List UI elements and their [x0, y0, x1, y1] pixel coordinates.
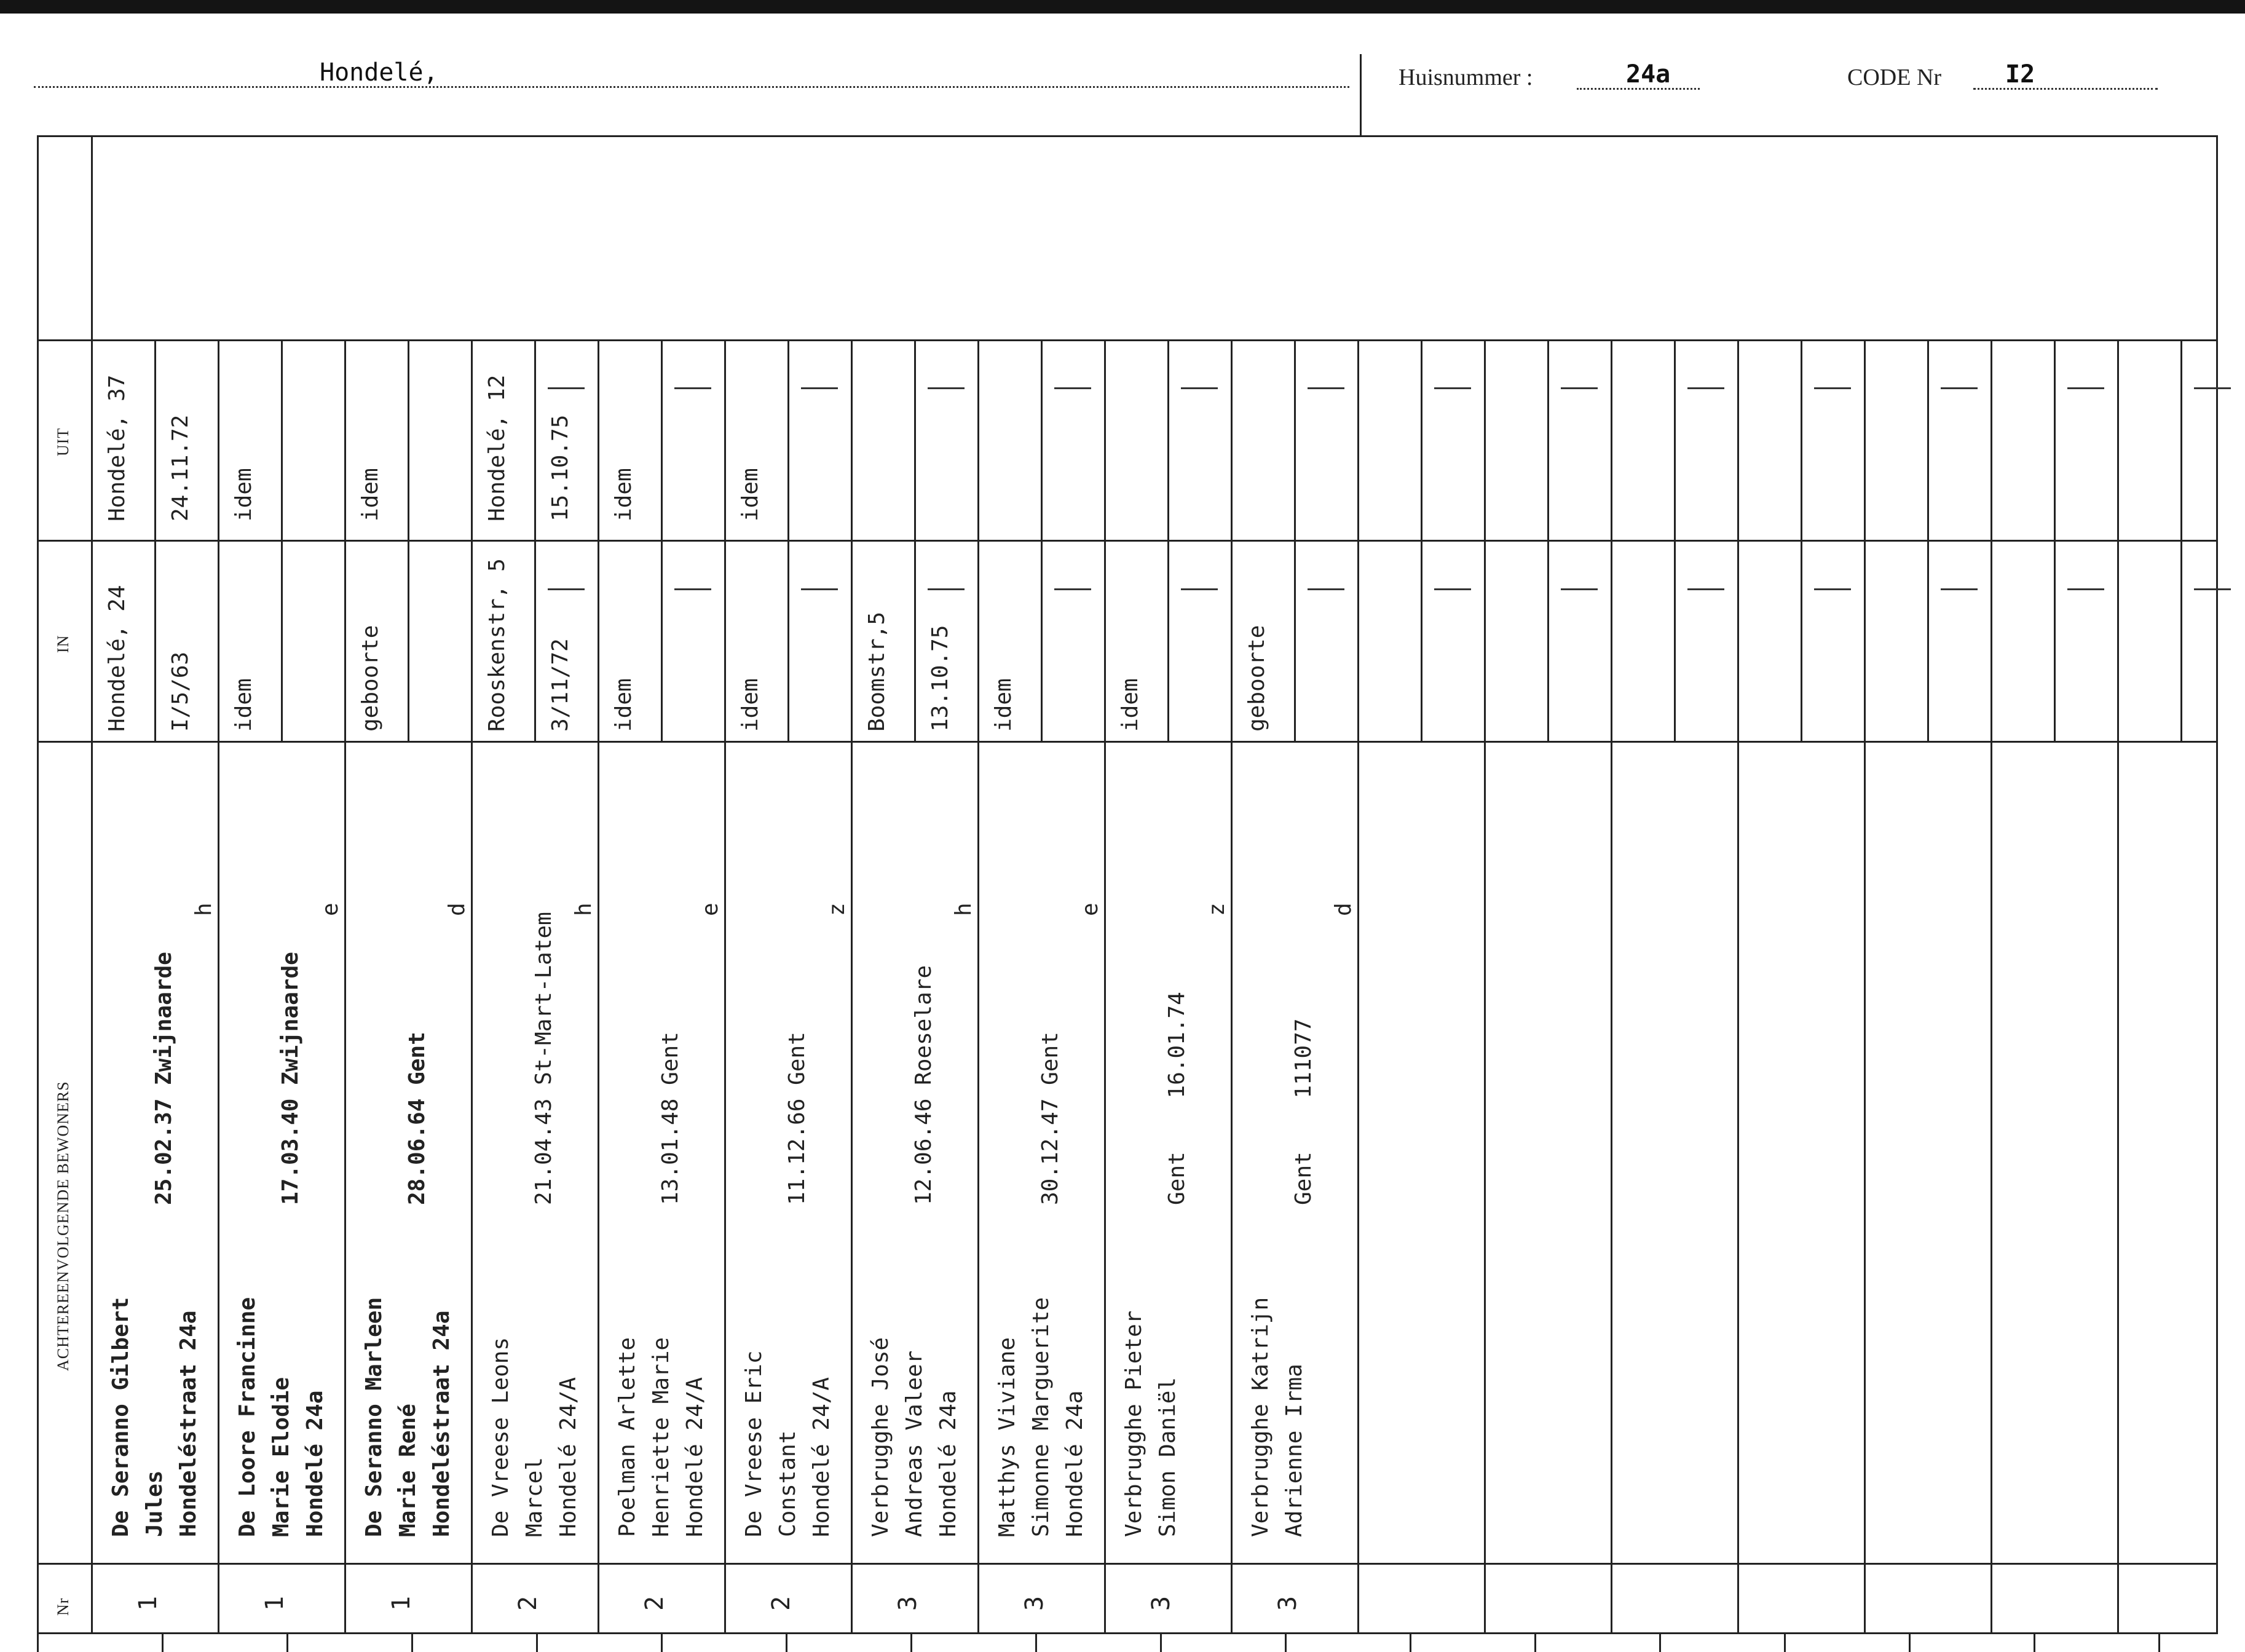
- in-place: idem: [738, 678, 763, 732]
- empty-in-dash: [1054, 588, 1091, 590]
- resident-name-line: Constant: [775, 1430, 800, 1537]
- empty-in-dash: [2194, 588, 2231, 590]
- bewoners-label: ACHTEREENVOLGENDE BEWONERS: [54, 1081, 72, 1371]
- table-left-border: [37, 135, 39, 1642]
- resident-name-line: Hondelé 24/A: [556, 1377, 581, 1537]
- bottom-tick: [1534, 1634, 1536, 1652]
- in-subdivider: [787, 540, 789, 741]
- in-subdivider: [408, 540, 409, 741]
- in-subdivider: [914, 540, 916, 741]
- house-number: 24a: [1626, 60, 1671, 89]
- uit-subdivider: [1547, 339, 1549, 540]
- nr-band-top: [37, 1563, 2218, 1565]
- empty-uit-dash: [1941, 387, 1978, 389]
- resident-name-line: Adrienne Irma: [1282, 1364, 1307, 1537]
- resident-name-line: Verbrugghe José: [868, 1337, 893, 1537]
- resident-name-line: Simon Daniël: [1155, 1377, 1180, 1537]
- household-number: 1: [134, 1595, 162, 1611]
- code-label: CODE Nr: [1847, 65, 1942, 90]
- column-divider: [1737, 339, 1739, 1634]
- column-divider: [1864, 339, 1866, 1634]
- bottom-tick: [1659, 1634, 1661, 1652]
- empty-in-dash: [1814, 588, 1851, 590]
- bottom-tick: [1909, 1634, 1911, 1652]
- house-number-label: Huisnummer :: [1399, 65, 1533, 90]
- in-place: Rooskenstr, 5: [484, 558, 510, 732]
- uit-subdivider: [661, 339, 663, 540]
- empty-in-dash: [2067, 588, 2104, 590]
- resident-name-line: De Seranno Marleen: [361, 1297, 387, 1537]
- column-divider: [218, 339, 219, 1634]
- bottom-tick: [1784, 1634, 1786, 1652]
- uit-subdivider: [2054, 339, 2056, 540]
- resident-name-line: Henriette Marie: [649, 1337, 674, 1537]
- in-subdivider: [2054, 540, 2056, 741]
- in-place: Hondelé, 24: [105, 585, 130, 732]
- uit-place: idem: [611, 468, 636, 521]
- empty-in-dash: [1941, 588, 1978, 590]
- in-band-top: [37, 540, 2218, 542]
- bottom-tick: [1410, 1634, 1411, 1652]
- empty-uit-dash: [2067, 387, 2104, 389]
- resident-name-line: Marcel: [522, 1456, 547, 1537]
- empty-uit-dash: [1687, 387, 1724, 389]
- uit-subdivider: [1927, 339, 1929, 540]
- household-number: 2: [514, 1595, 542, 1611]
- empty-uit-dash: [1054, 387, 1091, 389]
- gender-mark: h: [191, 903, 216, 916]
- uit-subdivider: [914, 339, 916, 540]
- uit-date: 15.10.75: [548, 414, 573, 521]
- column-divider: [598, 339, 599, 1634]
- empty-uit-dash: [1181, 387, 1218, 389]
- uit-label: UIT: [54, 427, 72, 456]
- table-right-border: [2216, 135, 2218, 1634]
- street-name: Hondelé,: [320, 58, 438, 87]
- bottom-tick: [2034, 1634, 2035, 1652]
- resident-name-line: Hondeléstraat 24a: [176, 1310, 201, 1537]
- bottom-tick: [786, 1634, 787, 1652]
- in-place: Boomstr,5: [864, 611, 890, 732]
- household-number: 1: [261, 1595, 289, 1611]
- in-date: 13.10.75: [928, 625, 953, 732]
- uit-subdivider: [1421, 339, 1422, 540]
- gender-mark: e: [1078, 903, 1103, 916]
- in-subdivider: [1927, 540, 1929, 741]
- uit-date: 24.11.72: [168, 414, 193, 521]
- uit-subdivider: [534, 339, 536, 540]
- bottom-tick: [2158, 1634, 2160, 1652]
- empty-in-dash: [1561, 588, 1598, 590]
- resident-name-line: Hondelé 24a: [302, 1390, 328, 1537]
- column-divider: [1991, 339, 1992, 1634]
- resident-name-line: Hondeléstraat 24a: [429, 1310, 454, 1537]
- gender-mark: d: [1331, 903, 1356, 916]
- empty-in-dash: [1181, 588, 1218, 590]
- column-divider: [1357, 339, 1359, 1634]
- resident-name-line: De Seranno Gilbert: [108, 1297, 133, 1537]
- in-place: idem: [231, 678, 256, 732]
- uit-subdivider: [787, 339, 789, 540]
- household-number: 1: [387, 1595, 416, 1611]
- uit-place: Hondelé, 12: [484, 374, 510, 521]
- uit-band-top: [37, 339, 2218, 341]
- uit-place: Hondelé, 37: [105, 374, 130, 521]
- gender-mark: z: [1204, 903, 1229, 916]
- resident-name-line: Poelman Arlette: [615, 1337, 640, 1537]
- empty-in-dash: [674, 588, 711, 590]
- empty-uit-dash: [548, 387, 585, 389]
- column-divider: [724, 339, 726, 1634]
- residents-band-top: [37, 741, 2218, 743]
- uit-subdivider: [1041, 339, 1043, 540]
- bottom-tick: [1285, 1634, 1287, 1652]
- bottom-tick: [661, 1634, 663, 1652]
- in-subdivider: [534, 540, 536, 741]
- household-number: 2: [641, 1595, 669, 1611]
- birth-date-place: 12.06.46 Roeselare: [911, 965, 936, 1205]
- in-subdivider: [1547, 540, 1549, 741]
- in-subdivider: [2180, 540, 2182, 741]
- resident-name-line: Hondelé 24a: [1062, 1390, 1087, 1537]
- birth-date-place: 17.03.40 Zwijnaarde: [278, 952, 303, 1205]
- empty-uit-dash: [674, 387, 711, 389]
- resident-name-line: Andreas Valeer: [902, 1350, 927, 1537]
- header-divider: [1360, 54, 1362, 137]
- resident-name-line: Hondelé 24a: [936, 1390, 961, 1537]
- in-place: geboorte: [1244, 625, 1269, 732]
- gender-mark: h: [571, 903, 596, 916]
- empty-in-dash: [1687, 588, 1724, 590]
- in-subdivider: [1294, 540, 1296, 741]
- empty-uit-dash: [1561, 387, 1598, 389]
- column-divider: [1611, 339, 1612, 1634]
- resident-name-line: Matthys Viviane: [995, 1337, 1020, 1537]
- uit-subdivider: [1294, 339, 1296, 540]
- in-subdivider: [281, 540, 283, 741]
- bottom-tick: [37, 1634, 39, 1652]
- household-number: 3: [1274, 1595, 1302, 1611]
- in-subdivider: [1167, 540, 1169, 741]
- column-divider: [977, 339, 979, 1634]
- nr-label: Nr: [54, 1597, 72, 1616]
- in-subdivider: [1421, 540, 1422, 741]
- in-subdivider: [661, 540, 663, 741]
- in-place: geboorte: [358, 625, 383, 732]
- in-subdivider: [1041, 540, 1043, 741]
- bottom-tick: [1160, 1634, 1162, 1652]
- household-number: 2: [767, 1595, 795, 1611]
- resident-name-line: Marie René: [395, 1404, 420, 1537]
- birth-date-place: 28.06.64 Gent: [404, 1032, 430, 1205]
- empty-uit-dash: [2194, 387, 2231, 389]
- bottom-tick: [536, 1634, 538, 1652]
- empty-in-dash: [1434, 588, 1471, 590]
- uit-place: idem: [358, 468, 383, 521]
- column-divider: [2117, 339, 2119, 1634]
- column-divider: [1104, 339, 1106, 1634]
- column-divider: [1484, 339, 1486, 1634]
- gender-mark: d: [444, 903, 470, 916]
- uit-subdivider: [408, 339, 409, 540]
- empty-in-dash: [548, 588, 585, 590]
- table-bottom-border: [37, 1632, 2218, 1634]
- birth-date-place: 30.12.47 Gent: [1038, 1032, 1063, 1205]
- empty-uit-dash: [1308, 387, 1344, 389]
- uit-subdivider: [1167, 339, 1169, 540]
- uit-place: idem: [231, 468, 256, 521]
- in-subdivider: [1801, 540, 1802, 741]
- empty-uit-dash: [1434, 387, 1471, 389]
- column-divider: [344, 339, 346, 1634]
- gender-mark: e: [318, 903, 343, 916]
- birth-date-place: 13.01.48 Gent: [658, 1032, 683, 1205]
- empty-in-dash: [928, 588, 965, 590]
- label-column-divider: [91, 135, 93, 1634]
- uit-subdivider: [1674, 339, 1676, 540]
- resident-name-line: Hondelé 24/A: [682, 1377, 708, 1537]
- resident-name-line: De Vreese Leons: [488, 1337, 513, 1537]
- household-number: 3: [1147, 1595, 1175, 1611]
- gender-mark: e: [698, 903, 723, 916]
- code-dotline: [1973, 88, 2158, 90]
- birth-date-place: Gent 16.01.74: [1164, 992, 1190, 1205]
- in-place: idem: [991, 678, 1016, 732]
- resident-name-line: Marie Elodie: [269, 1377, 294, 1537]
- birth-date-place: 21.04.43 St-Mart-Latem: [531, 912, 556, 1205]
- resident-name-line: Hondelé 24/A: [809, 1377, 834, 1537]
- resident-name-line: Verbrugghe Katrijn: [1248, 1297, 1273, 1537]
- birth-date-place: 25.02.37 Zwijnaarde: [151, 952, 176, 1205]
- birth-date-place: 11.12.66 Gent: [784, 1032, 810, 1205]
- household-number: 3: [894, 1595, 922, 1611]
- uit-place: idem: [738, 468, 763, 521]
- bottom-tick: [910, 1634, 912, 1652]
- in-subdivider: [154, 540, 156, 741]
- uit-subdivider: [2180, 339, 2182, 540]
- uit-subdivider: [1801, 339, 1802, 540]
- bottom-tick: [1035, 1634, 1037, 1652]
- code-number: I2: [2005, 60, 2035, 89]
- in-label: IN: [54, 634, 72, 653]
- in-subdivider: [1674, 540, 1676, 741]
- empty-uit-dash: [928, 387, 965, 389]
- table-top-border: [37, 135, 2218, 137]
- empty-in-dash: [1308, 588, 1344, 590]
- empty-uit-dash: [1814, 387, 1851, 389]
- bottom-tick: [411, 1634, 413, 1652]
- household-number: 3: [1020, 1595, 1049, 1611]
- bottom-tick: [286, 1634, 288, 1652]
- gender-mark: h: [951, 903, 976, 916]
- column-divider: [851, 339, 853, 1634]
- resident-name-line: De Loore Francinne: [235, 1297, 260, 1537]
- bottom-tick: [162, 1634, 164, 1652]
- birth-date-place: Gent 111077: [1291, 1018, 1316, 1205]
- top-edge-bar: [0, 0, 2245, 14]
- in-date: I/5/63: [168, 651, 193, 732]
- column-divider: [1231, 339, 1233, 1634]
- uit-subdivider: [281, 339, 283, 540]
- in-date: 3/11/72: [548, 638, 573, 732]
- resident-name-line: Jules: [142, 1470, 167, 1537]
- uit-subdivider: [154, 339, 156, 540]
- street-dotline: [34, 86, 1349, 88]
- resident-name-line: Simonne Marguerite: [1028, 1297, 1054, 1537]
- resident-name-line: De Vreese Eric: [741, 1350, 767, 1537]
- empty-uit-dash: [801, 387, 838, 389]
- in-place: idem: [611, 678, 636, 732]
- in-place: idem: [1118, 678, 1143, 732]
- resident-name-line: Verbrugghe Pieter: [1121, 1310, 1146, 1537]
- column-divider: [471, 339, 473, 1634]
- empty-in-dash: [801, 588, 838, 590]
- gender-mark: z: [824, 903, 850, 916]
